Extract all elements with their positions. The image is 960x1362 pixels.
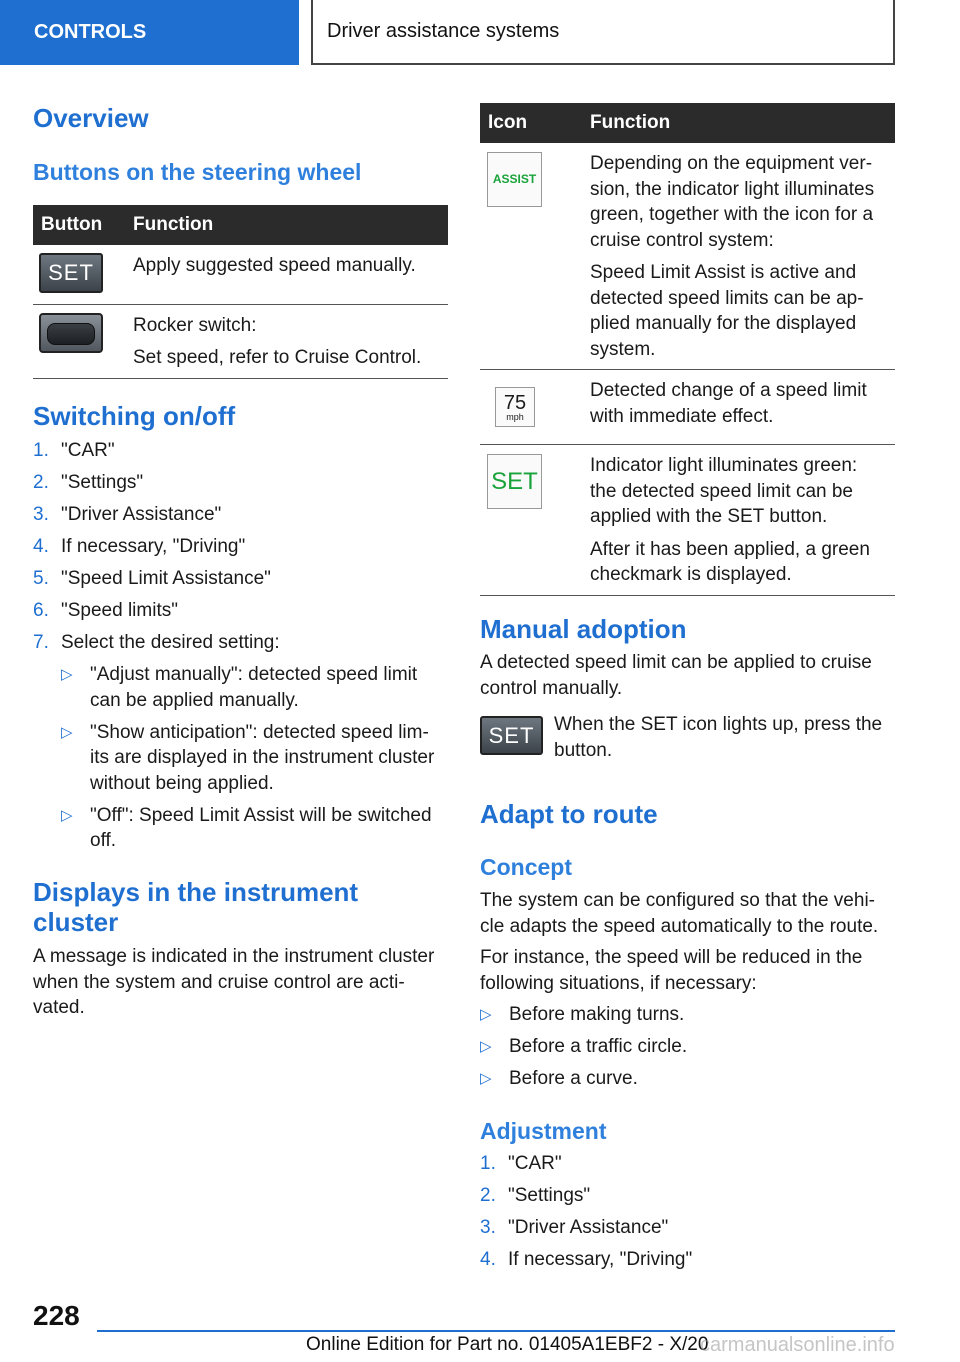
concept-text: The system can be configured so that the vehi‐cle adapts the speed automatically to the route. [480,890,879,937]
function-text: Rocker switch: [133,314,257,336]
function-text: Apply suggested speed manually. [133,255,416,276]
page-number: 228 [33,1300,80,1331]
button-table [33,205,448,379]
list-item: 4. If necessary, "Driving" [480,1249,693,1270]
triangle-bullet-icon: ▷ [61,806,73,824]
table-row [480,445,895,596]
assist-indicator-icon: ASSIST [487,152,542,207]
situation-list [480,1002,890,1098]
adapt-route-heading: Adapt to route [480,799,658,829]
function-text: Indicator light illuminates green: the detected speed limit can be applied with the SET button. [590,455,858,527]
buttons-heading: Buttons on the steering wheel [33,159,362,185]
concept-heading: Concept [480,854,572,880]
triangle-bullet-icon: ▷ [480,1070,492,1087]
icon-table [480,103,895,596]
setting-options [61,662,441,860]
adjustment-steps [480,1151,890,1279]
edition-footer: Online Edition for Part no. 01405A1EBF2 - X/20 [306,1334,709,1355]
function-text: Set speed, refer to Cruise Control. [133,347,422,368]
triangle-bullet-icon: ▷ [480,1006,492,1023]
list-item: ▷ "Off": Speed Limit Assist will be switched off. [61,804,432,851]
function-text: After it has been applied, a green checkmark is displayed. [590,538,870,585]
manual-adoption-heading: Manual adoption [480,614,687,644]
list-item: ▷ Before a traffic circle. [480,1034,890,1060]
footer-divider [97,1330,895,1332]
list-item: 2. "Settings" [480,1185,591,1206]
triangle-bullet-icon: ▷ [61,723,73,741]
function-text: Speed Limit Assist is active and detected speed limits can be ap‐plied manually for the displayed system. [590,262,864,360]
switching-heading: Switching on/off [33,401,236,431]
list-item: 7. Select the desired setting: [33,632,280,653]
list-item: ▷ "Show anticipation": detected speed lim‐its are displayed in the instrument cluster without being applied. [61,721,435,794]
list-item: 3. "Driver Assistance" [33,504,222,525]
list-item: 3. "Driver Assistance" [480,1217,669,1238]
triangle-bullet-icon: ▷ [61,666,73,683]
list-item: 5. "Speed Limit Assistance" [33,568,271,589]
function-text: Detected change of a speed limit with immediate effect. [590,380,867,427]
chapter-title: Driver assistance systems [311,0,895,65]
column-header-function: Function [582,103,895,143]
manual-adoption-text: A detected speed limit can be applied to cruise control manually. [480,652,872,699]
table-row [33,304,448,378]
adjustment-heading: Adjustment [480,1118,607,1144]
column-header-button: Button [33,205,125,245]
set-button-icon: SET [39,253,103,293]
manual-adoption-note: When the SET icon lights up, press the button. [554,714,883,761]
concept-text: For instance, the speed will be reduced in the following situations, if necessary: [480,947,863,994]
list-item: 1. "CAR" [33,440,115,461]
section-tab: CONTROLS [0,0,299,65]
switching-steps [33,438,448,662]
list-item: ▷ Before making turns. [480,1002,890,1028]
set-button-icon: SET [480,716,543,755]
column-header-function: Function [125,205,448,245]
table-row [33,245,448,304]
watermark: carmanualsonline.info [700,1334,895,1356]
triangle-bullet-icon: ▷ [480,1038,492,1055]
displays-text: A message is indicated in the instrument cluster when the system and cruise control are acti‐vated. [33,946,435,1018]
list-item: ▷ "Adjust manually": detected speed limit can be applied manually. [61,664,418,711]
list-item: 1. "CAR" [480,1153,562,1174]
list-item: 6. "Speed limits" [33,600,178,621]
table-row [480,143,895,370]
list-item: ▷ Before a curve. [480,1066,890,1092]
rocker-switch-icon [39,313,103,353]
speed-limit-change-icon: 75 mph [495,387,535,427]
list-item: 2. "Settings" [33,472,144,493]
overview-heading: Overview [33,103,149,133]
column-header-icon: Icon [480,103,582,143]
table-row [480,370,895,445]
list-item: 4. If necessary, "Driving" [33,536,246,557]
function-text: Depending on the equipment ver‐sion, the indicator light illuminates green, together with the icon for a cruise control system: [590,153,875,251]
set-indicator-icon: SET [487,454,542,509]
displays-heading: Displays in the instrument cluster [33,877,359,937]
